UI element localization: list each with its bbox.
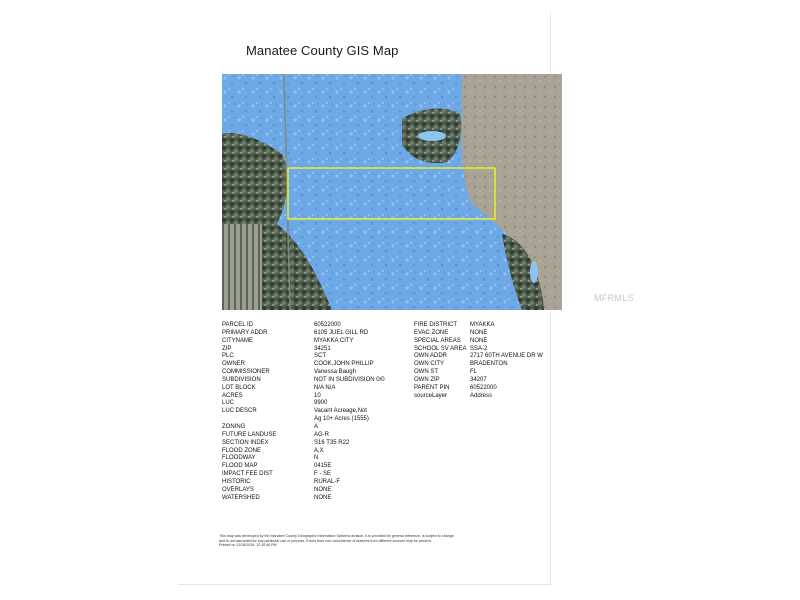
field-label: SUBDIVISION (222, 376, 261, 383)
field-label: SPECIAL AREAS (414, 337, 461, 344)
field-row (222, 440, 385, 448)
field-value: N/A N/A (314, 384, 336, 391)
field-label: WATERSHED (222, 494, 260, 501)
field-value: 10 (314, 392, 321, 399)
field-value: COOK,JOHN PHILLIP (314, 361, 374, 368)
field-value: NOT IN SUBDIVISION 0/0 (314, 376, 385, 383)
field-row (222, 361, 385, 369)
field-label: IMPACT FEE DIST (222, 471, 273, 478)
field-label: COMMISSIONER (222, 369, 270, 376)
field-value: A,X (314, 447, 324, 454)
field-value: 60522000 (470, 384, 497, 391)
field-row (414, 377, 543, 385)
watermark: MFRMLS (594, 293, 634, 303)
field-label: FLOODWAY (222, 455, 256, 462)
field-row (222, 330, 385, 338)
field-label: FLOOD MAP (222, 463, 258, 470)
disclaimer-text (219, 534, 489, 548)
field-label: SCHOOL SV AREA (414, 345, 467, 352)
field-label: LOT BLOCK (222, 384, 256, 391)
field-row (222, 338, 385, 346)
field-value: 60522000 (314, 322, 341, 328)
field-label: sourceLayer (414, 392, 448, 399)
field-row (222, 408, 385, 416)
field-value: NONE (314, 494, 332, 501)
field-row (414, 338, 543, 346)
field-row (414, 353, 543, 361)
field-value: SCT (314, 353, 326, 360)
aerial-map (222, 74, 562, 310)
field-value: A (314, 423, 319, 430)
field-row (222, 322, 385, 330)
field-row (222, 448, 385, 456)
field-value: NONE (470, 337, 488, 344)
field-row (222, 424, 385, 432)
left-field-list (222, 322, 385, 502)
disclaimer-line: and is not warranted for any particular use or purpose. Errors from non-coincidence of features from different sources may be present. (219, 538, 432, 543)
field-label: PARCEL ID (222, 322, 254, 328)
field-label: HISTORIC (222, 478, 251, 485)
field-row (222, 400, 385, 408)
field-row (414, 346, 543, 354)
field-value: Ag 10+ Acres (1555) (314, 416, 369, 423)
field-label: OWN ZIP (414, 376, 440, 383)
field-row (222, 393, 385, 401)
field-value: 6105 JUEL GILL RD (314, 329, 369, 336)
field-row (222, 471, 385, 479)
field-value: 34207 (470, 376, 487, 383)
field-value: MYAKKA CITY (314, 337, 354, 344)
field-row (222, 369, 385, 377)
field-value: F - SE (314, 471, 332, 478)
field-value: Vacant Acreage,Not (314, 408, 367, 415)
field-row (222, 353, 385, 361)
field-label: OWN CITY (414, 361, 444, 368)
field-row (222, 377, 385, 385)
field-label: FUTURE LANDUSE (222, 431, 277, 438)
field-row (414, 393, 543, 401)
field-row (414, 330, 543, 338)
field-value: NONE (470, 329, 488, 336)
field-row (414, 385, 543, 393)
field-label: ZIP (222, 345, 232, 352)
field-label: EVAC ZONE (414, 329, 449, 336)
field-value: NONE (314, 486, 332, 493)
field-row (222, 455, 385, 463)
field-label: CITYNAME (222, 337, 254, 344)
field-label (222, 416, 314, 424)
field-label: OVERLAYS (222, 486, 254, 493)
field-label: LUC (222, 400, 235, 407)
field-row (222, 487, 385, 495)
field-row (222, 432, 385, 440)
field-row (222, 479, 385, 487)
field-value: N (314, 455, 319, 462)
field-value: Address (470, 392, 493, 399)
field-value: RURAL-F (314, 478, 341, 485)
field-label: SECTION INDEX (222, 439, 269, 446)
field-row (222, 495, 385, 503)
field-label: OWN ADDR (414, 353, 447, 360)
field-value: SSA-2 (470, 345, 488, 352)
field-row (222, 463, 385, 471)
field-value: S16 T35 R22 (314, 439, 350, 446)
field-value: AG-R (314, 431, 329, 438)
field-value: 2717 60TH AVENUE DR W (470, 353, 543, 360)
field-label: PARENT PIN (414, 384, 450, 391)
field-label: ACRES (222, 392, 243, 399)
field-row (222, 416, 385, 424)
field-row (414, 361, 543, 369)
field-label: PRIMARY ADDR (222, 329, 268, 336)
field-label: OWN ST (414, 369, 438, 376)
field-value: 0415E (314, 463, 332, 470)
field-value: 9900 (314, 400, 328, 407)
aerial-map-graphic (222, 74, 562, 310)
field-row (414, 322, 543, 330)
field-label: FLOOD ZONE (222, 447, 262, 454)
field-value: FL (470, 369, 478, 376)
field-value: 34251 (314, 345, 331, 352)
right-field-list (414, 322, 543, 400)
field-label: FIRE DISTRICT (414, 322, 457, 328)
page-title: Manatee County GIS Map (246, 43, 399, 58)
field-label: PLC (222, 353, 234, 360)
disclaimer-line: This map was developed by the Manatee County Geographic Information Systems division. It is provided for general reference, is subject to change, (219, 534, 455, 538)
field-row (414, 369, 543, 377)
field-label: ZONING (222, 423, 246, 430)
field-value: Vanessa Baugh (314, 369, 356, 376)
field-row (222, 385, 385, 393)
field-label: LUC DESCR (222, 408, 257, 415)
field-value: BRADENTON (470, 361, 508, 368)
field-label: OWNER (222, 361, 245, 368)
print-date: Printed on 11/16/2016, 12:10:46 PM (219, 543, 277, 548)
field-value: MYAKKA (470, 322, 495, 328)
field-row (222, 346, 385, 354)
